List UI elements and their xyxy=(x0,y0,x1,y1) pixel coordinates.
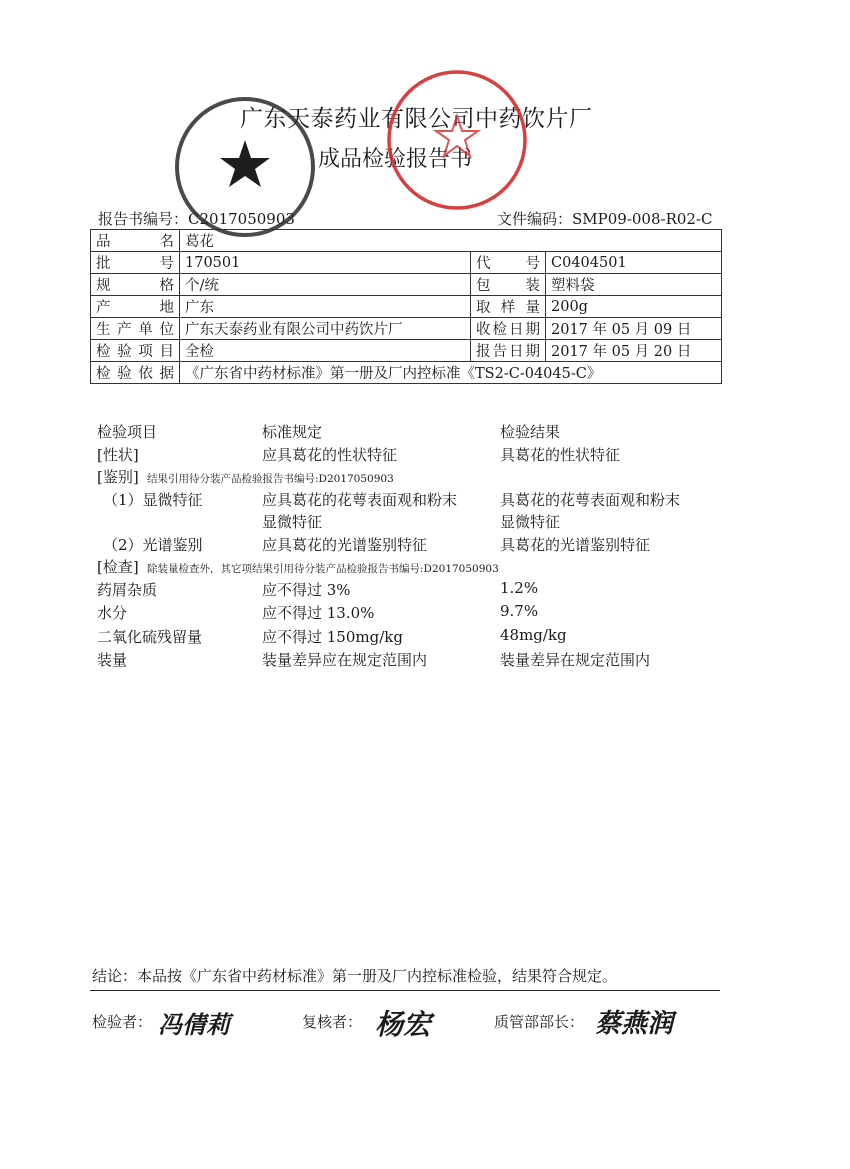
qa-label: 质管部部长： xyxy=(494,1013,585,1031)
product-value: 葛花 xyxy=(180,230,722,252)
row-microscopic-standard-line2: 显微特征 xyxy=(262,513,323,531)
received-date-value: 2017 年 05 月 09 日 xyxy=(546,318,722,340)
reviewer-label: 复核者： xyxy=(302,1013,363,1031)
row-so2-result: 48mg/kg xyxy=(500,626,567,644)
conclusion-divider xyxy=(90,990,720,991)
origin-label: 产地 xyxy=(91,296,180,318)
maker-label: 生产单位 xyxy=(91,318,180,340)
company-title: 广东天泰药业有限公司中药饮片厂 xyxy=(240,106,593,132)
results-header-standard: 标准规定 xyxy=(262,423,323,441)
row-character-standard: 应具葛花的性状特征 xyxy=(262,446,398,464)
inspector-signature: 冯倩莉 xyxy=(158,1010,230,1039)
inspector-label: 检验者： xyxy=(92,1013,153,1031)
row-character-item: [性状] xyxy=(97,446,139,464)
row-identification-item: [鉴别] xyxy=(97,468,139,486)
origin-value: 广东 xyxy=(180,296,471,318)
qa-signature: 蔡燕润 xyxy=(595,1009,674,1039)
pack-value: 塑料袋 xyxy=(546,274,722,296)
row-microscopic-result-line1: 具葛花的花萼表面观和粉末 xyxy=(500,491,681,509)
row-impurity-result: 1.2% xyxy=(500,579,539,597)
report-date-label: 报告日期 xyxy=(471,340,546,362)
report-title: 成品检验报告书 xyxy=(318,147,473,172)
code-value: C0404501 xyxy=(546,252,722,274)
basis-label: 检验依据 xyxy=(91,362,180,384)
conclusion-text: 结论：本品按《广东省中药材标准》第一册及厂内控标准检验，结果符合规定。 xyxy=(92,967,618,985)
code-label: 代号 xyxy=(471,252,546,274)
spec-label: 规格 xyxy=(91,274,180,296)
pack-label: 包装 xyxy=(471,274,546,296)
row-moisture-item: 水分 xyxy=(97,604,128,622)
inspection-item-label: 检验项目 xyxy=(91,340,180,362)
basis-value: 《广东省中药材标准》第一册及厂内控标准《TS2-C-04045-C》 xyxy=(180,362,722,384)
row-impurity-standard: 应不得过 3% xyxy=(262,581,351,599)
row-so2-standard: 应不得过 150mg/kg xyxy=(262,628,403,646)
row-identification-note: 结果引用待分装产品检验报告书编号:D2017050903 xyxy=(147,473,394,485)
product-info-table xyxy=(90,229,722,384)
spec-value: 个/统 xyxy=(180,274,471,296)
row-spectral-standard: 应具葛花的光谱鉴别特征 xyxy=(262,536,428,554)
sample-value: 200g xyxy=(546,296,722,318)
row-microscopic-standard-line1: 应具葛花的花萼表面观和粉末 xyxy=(262,491,458,509)
row-spectral-item: （2）光谱鉴别 xyxy=(103,536,203,554)
row-check-item: [检查] xyxy=(97,558,139,576)
row-so2-item: 二氧化硫残留量 xyxy=(97,628,203,646)
row-loading-standard: 装量差异应在规定范围内 xyxy=(262,651,428,669)
product-label: 品名 xyxy=(91,230,180,252)
row-check-note: 除装量检查外，其它项结果引用待分装产品检验报告书编号:D2017050903 xyxy=(147,563,499,575)
report-number: 报告书编号：C2017050903 xyxy=(98,210,295,228)
maker-value: 广东天泰药业有限公司中药饮片厂 xyxy=(180,318,471,340)
file-number: 文件编码：SMP09-008-R02-C xyxy=(497,210,713,228)
row-character-result: 具葛花的性状特征 xyxy=(500,446,621,464)
row-moisture-result: 9.7% xyxy=(500,602,539,620)
reviewer-signature: 杨宏 xyxy=(375,1008,432,1041)
batch-label: 批号 xyxy=(91,252,180,274)
results-header-item: 检验项目 xyxy=(97,423,158,441)
company-seal-stamp xyxy=(383,66,531,214)
inspection-item-value: 全检 xyxy=(180,340,471,362)
sample-label: 取样量 xyxy=(471,296,546,318)
row-microscopic-result-line2: 显微特征 xyxy=(500,513,561,531)
row-loading-item: 装量 xyxy=(97,651,128,669)
batch-value: 170501 xyxy=(180,252,471,274)
row-impurity-item: 药屑杂质 xyxy=(97,581,158,599)
row-moisture-standard: 应不得过 13.0% xyxy=(262,604,375,622)
row-loading-result: 装量差异在规定范围内 xyxy=(500,651,651,669)
row-spectral-result: 具葛花的光谱鉴别特征 xyxy=(500,536,651,554)
received-date-label: 收检日期 xyxy=(471,318,546,340)
row-microscopic-item: （1）显微特征 xyxy=(103,491,203,509)
results-header-result: 检验结果 xyxy=(500,423,561,441)
inspection-seal-stamp xyxy=(170,92,320,242)
report-date-value: 2017 年 05 月 20 日 xyxy=(546,340,722,362)
